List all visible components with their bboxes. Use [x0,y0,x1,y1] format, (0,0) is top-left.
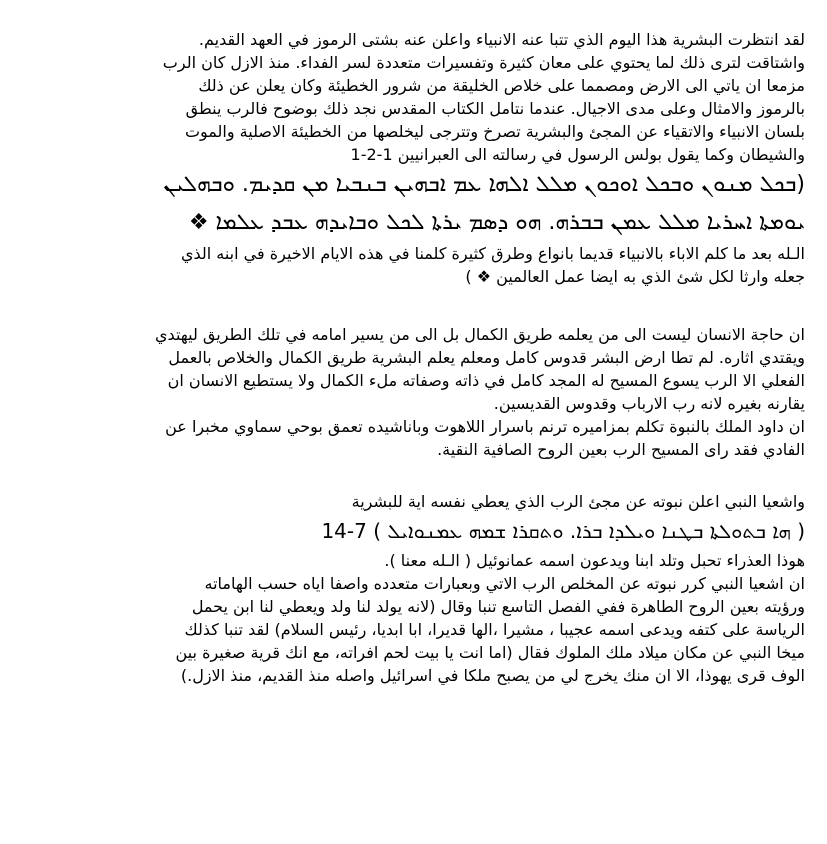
syriac-line: (ܒܟܠ ܡܢܘܢ ܘܒܟܠ ܐܘܟܘܢ ܡܠܠ ܐܠܗܐ ܥܡ ܐܒܗܝܢ ܒܢܒܝܐ ܡܢ ܩܕܝܡ. ܘܒܗܠܝܢ [163,172,805,197]
text-line: ان داود الملك بالنبوة تكلم بمزاميره ترنم باسرار اللاهوت وباناشيده تعمق بوحي سماوي مخبرا عن [165,417,805,436]
syriac-line: ( ܗܐ ܒܬܘܠܬܐ ܒܛܢܐ ܘܝܠܕܐ ܒܪܐ. ܘܬܩܪܐ ܫܡܗ ܥܡܢܘܐܝܠ ) 7-14 [321,519,805,543]
paragraph-spacer [22,461,805,484]
syriac-line: ܝܘܡܬܐ ܐܚܪܝܐ ܡܠܠ ܥܡܢ ܒܒܪܗ. ܗܘ ܕܣܡ ܝܪܬܐ ܠܟܠ ܘܒܐܝܕܗ ܥܒܕ ܥܠܡܐ ❖ [188,210,805,235]
text-line: ان حاجة الانسان ليست الى من يعلمه طريق الكمال بل الى من يسير امامه في تلك الطريق ليهتدي [155,325,805,344]
text-line: الفعلي الا الرب يسوع المسيح له المجد كامل في ذاته وصفاته ملء الكمال ولا يستطيع الانسان ان [167,371,805,390]
text-line: والشيطان وكما يقول بولس الرسول في رسالته الى العبرانيين 1-2-1 [350,145,805,164]
paragraph-hebrews-translation [22,242,805,288]
text-line: الفادي فقد راى المسيح الرب بعين الروح الصافية النقية. [437,440,805,459]
syriac-quote-hebrews [22,166,805,242]
text-line: ان اشعيا النبي كرر نبوته عن المخلص الرب الاتي وبعبارات متعدده واصفا اياه حسب الهاماته [204,574,805,593]
text-line: الـله بعد ما كلم الاباء بالانبياء قديما بانواع وطرق كثيرة كلمنا في هذه الايام الاخيرة في ابنه الذي [180,244,805,263]
paragraph-isaiah [22,490,805,687]
text-line: ورؤيته بعين الروح الطاهرة ففي الفصل التاسع تنبا وقال (لانه يولد لنا ولد ويعطي لنا ابن يحمل [191,597,805,616]
paragraph-spacer [22,288,805,311]
text-line: بالرموز والامثال وعلى مدى الاجيال. عندما نتامل الكتاب المقدس نجد ذلك بوضوح فالرب ينطق [185,99,805,118]
text-line: يقارنه بغيره لانه رب الارباب وقدوس القديسين. [493,394,805,413]
text-line: مزمعا ان ياتي الى الارض ومصمما على خلاص الخليقة من شرور الخطيئة وكان يعلن عن ذلك [198,76,805,95]
text-line: لقد انتظرت البشرية هذا اليوم الذي تتبا عنه الانبياء واعلن عنه بشتى الرموز في العهد القديم. [198,30,805,49]
text-line: واشعيا النبي اعلن نبوته عن مجئ الرب الذي يعطي نفسه اية للبشرية [351,492,805,511]
text-line: بلسان الانبياء والاتقياء عن المجئ والبشرية تصرخ وتترجى ليخلصها من الخطيئة الاصلية والموت [184,122,805,141]
text-line: ويقتدي اثاره. لم تطا ارض البشر قدوس كامل ومعلم يعلم البشرية طريق الكمال والخلاص بالعمل [168,348,805,367]
text-line: الوف قرى يهوذا، الا ان منك يخرج لي من يصبح ملكا في اسرائيل واصله منذ القديم، منذ الازل.) [180,666,805,685]
paragraph-need [22,323,805,461]
text-line: هوذا العذراء تحبل وتلد ابنا ويدعون اسمه عمانوئيل ( الـله معنا ). [384,551,805,570]
text-line: جعله وارثا لكل شئ الذي به ايضا عمل العالمين ❖ ) [465,267,805,286]
paragraph-intro [22,28,805,166]
document-page [22,28,805,687]
text-line: ميخا النبي عن مكان ميلاد ملك الملوك فقال (اما انت يا بيت لحم افراته، مع انك قرية صغيرة بين [175,643,805,662]
text-line: الرياسة على كتفه ويدعى اسمه عجيبا ، مشيرا ،الها قديرا، ابا ابديا، رئيس السلام) لقد تنبا كذلك [184,620,805,639]
text-line: واشتاقت لترى ذلك لما يحتوي على معان كثيرة وتفسيرات متعددة لسر الفداء. منذ الازل كان الرب [162,53,805,72]
paragraph-spacer [22,311,805,323]
